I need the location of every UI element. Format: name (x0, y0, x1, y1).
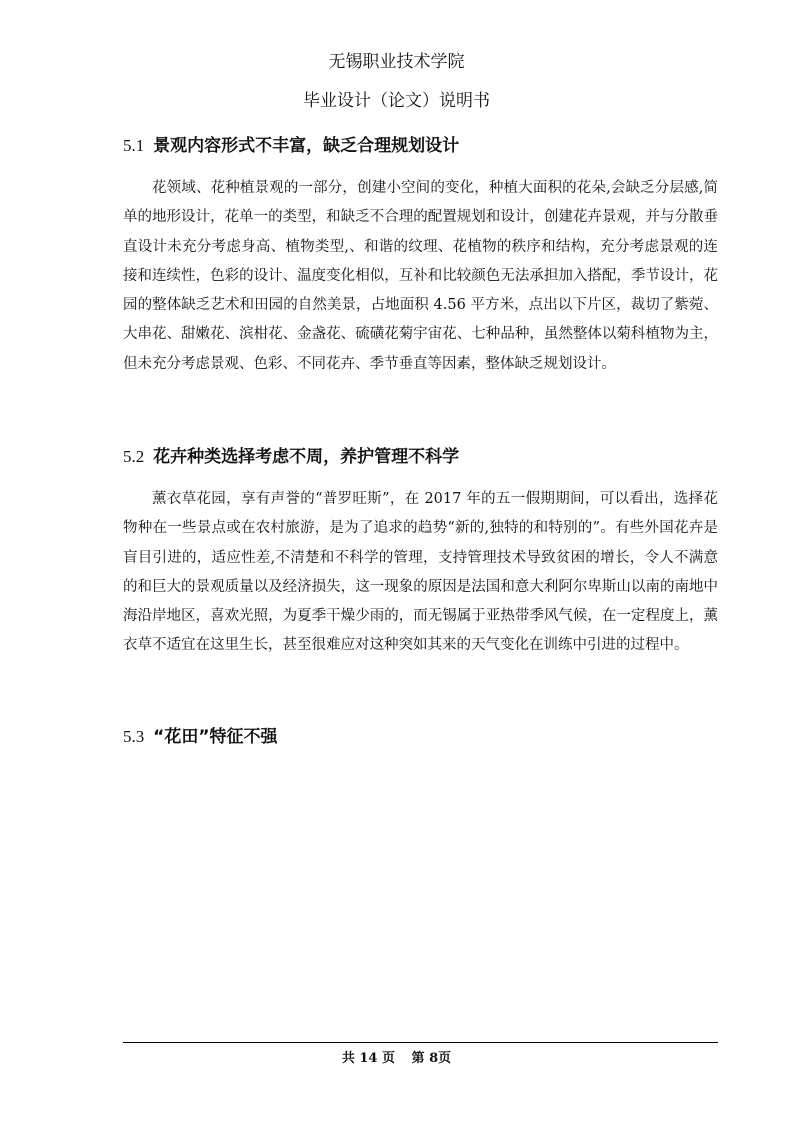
current-page: 第 8页 (411, 1051, 452, 1066)
document-title: 毕业设计（论文）说明书 (303, 91, 490, 111)
section-heading-5-3 (123, 722, 278, 747)
section-paragraph-5-1: 花领域、花种植景观的一部分，创建小空间的变化，种植大面积的花朵,会缺乏分层感,简单的地形设计，花单一的类型，和缺乏不合理的配置规划和设计，创建花卉景观，并与分散垂直设计未充分考虑身高、植物类型,、和谐的纹理、花植物的秩序和结构，充分考虑景观的连接和连续性，色彩的设计、温度变化相似，互补和比较颜色无法承担加入搭配，季节设计，花园的整体缺乏艺术和田园的自然美景，占地面积 4.56 平方米，点出以下片区，裁切了紫菀、大串花、甜嫩花、滨柑花、金盏花、硫磺花菊宇宙花、七种品种，虽然整体以菊科植物为主，但未充分考虑景观、色彩、不同花卉、季节垂直等因素，整体缺乏规划设计。 (123, 180, 718, 372)
section-number: 5.1 (123, 136, 145, 155)
section-title: “花田”特征不强 (153, 727, 278, 747)
section-title: 花卉种类选择考虑不周，养护管理不科学 (153, 447, 460, 467)
page-footer (0, 1047, 793, 1066)
section-paragraph-5-2: 薰衣草花园，享有声誉的“普罗旺斯”，在 2017 年的五一假期期间，可以看出，选择花物种在一些景点或在农村旅游，是为了追求的趋势“新的,独特的和特别的”。有些外国花卉是盲目引进的，适应性差,不清楚和不科学的管理，支持管理技术导致贫困的增长，令人不满意的和巨大的景观质量以及经济损失，这一现象的原因是法国和意大利阿尔卑斯山以南的南地中海沿岸地区，喜欢光照，为夏季干燥少雨的，而无锡属于亚热带季风气候，在一定程度上，薰衣草不适宜在这里生长，甚至很难应对这种突如其来的天气变化在训练中引进的过程中。 (123, 491, 718, 654)
section-number: 5.2 (123, 447, 145, 466)
school-name: 无锡职业技术学院 (328, 52, 465, 72)
section-heading-5-1 (123, 131, 459, 156)
section-heading-5-2 (123, 442, 459, 467)
section-title: 景观内容形式不丰富，缺乏合理规划设计 (153, 136, 460, 156)
footer-divider (123, 1042, 718, 1043)
section-number: 5.3 (123, 727, 145, 746)
total-pages: 共 14 页 (341, 1051, 396, 1066)
